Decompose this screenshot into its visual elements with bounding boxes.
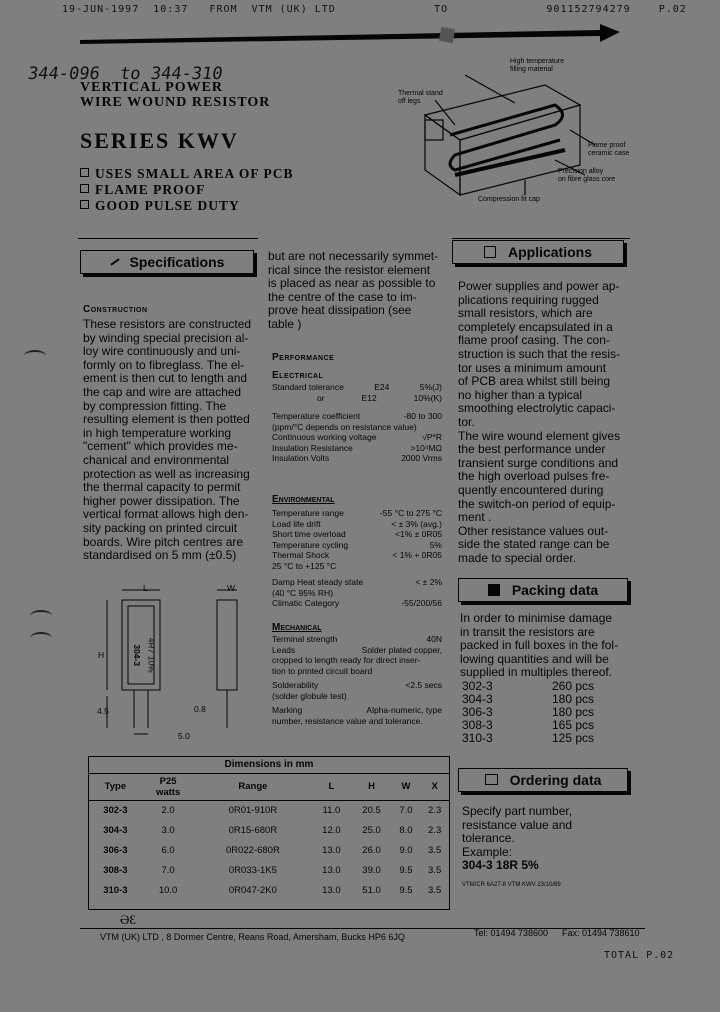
label-standoff: Thermal stand off legs [398, 90, 443, 105]
dimensions-table [89, 774, 449, 900]
applications-text: Power supplies and power ap- plications requiring rugged small resistors, which are completely encapsulated in a flame proof casing. The con- struction is such that the resis- tor uses a minimum amount of PCB area whilst still being no higher than a typical smoothing electrolytic capaci- tor. The wire wound element gives the best performance under transient surge conditions and the high overload pulses fre- quently encountered during the switch-on period of equip- ment . Other resistance values out- side the stated range can be made to special order. [458, 279, 621, 565]
col-header: Range [238, 781, 268, 793]
certification-logo: ƏƐ [120, 912, 136, 927]
spec-row: Insulation Volts 2000 Vrms [272, 453, 442, 463]
environmental-title: Environmental [272, 494, 335, 505]
footer-fax: Fax: 01494 738610 [562, 928, 640, 938]
table-row: 310-3 10.0 0R047-2K0 13.0 51.0 9.5 3.5 [103, 884, 442, 896]
footer-address: VTM (UK) LTD , 8 Dormer Centre, Reans Road, Amersham, Bucks HP6 6JQ [100, 932, 405, 942]
series-title: SERIES KWV [80, 128, 239, 153]
packing-list [462, 680, 612, 745]
spec-row: (ppm/°C depends on resistance value) [272, 421, 417, 432]
col-header: W [401, 781, 411, 793]
spec-row: Damp Heat steady state < ± 2% [272, 577, 442, 587]
electrical-title: Electrical [272, 370, 324, 381]
checkbox-icon [484, 246, 496, 258]
spec-row: cropped to length ready for direct inser- [272, 655, 421, 665]
spec-row: Thermal Shock < 1% + 0R05 [272, 550, 442, 560]
spec-row: or E12 10%(K) [317, 392, 442, 403]
dimensions-caption: Dimensions in mm [89, 757, 449, 774]
resistor-cutaway-diagram [395, 55, 635, 215]
handwritten-part-range: 344-096 to 344-310 [26, 64, 224, 84]
dim-pitch-label: 5.0 [178, 731, 190, 741]
checkbox-icon [80, 168, 89, 177]
list-item: 304-3 180 pcs [462, 692, 595, 706]
fax-header: 19-JUN-1997 10:37 FROM VTM (UK) LTD TO 901152794279 P.02 [62, 4, 687, 15]
spec-row: Temperature coefficient -80 to 300 [272, 411, 442, 421]
dim-W-label: W [227, 583, 236, 593]
packing-header: Packing data [458, 578, 628, 602]
electrical-list [272, 382, 442, 464]
title-line-2: WIRE WOUND RESISTOR [80, 95, 271, 110]
feature-item: GOOD PULSE DUTY [80, 198, 294, 214]
document-icon [485, 774, 498, 785]
body-marking-2: 4R7 10% [146, 637, 157, 673]
dim-lead-label: 4.5 [97, 706, 109, 716]
packing-text: In order to minimise damage in transit the resistors are packed in full boxes in the fol- lowing quantities and will be supplied in multiples thereof. [460, 611, 619, 680]
footer-tel: Tel: 01494 738600 [474, 928, 549, 938]
dimensions-table-frame [88, 756, 450, 910]
dim-H-label: H [98, 650, 105, 660]
spec-row: Continuous working voltage √P*R [272, 432, 442, 442]
construction-continued: but are not necessarily symmet- rical since the resistor element is placed as near as possible to the centre of the case to im- prove heat dissipation (see table ) [268, 249, 439, 331]
spec-row: 25 °C to +125 °C [272, 560, 337, 571]
col-header: X [431, 781, 438, 793]
checkbox-icon [80, 184, 89, 193]
feature-item: USES SMALL AREA OF PCB [80, 166, 294, 182]
body-marking-1: 304-3 [132, 644, 143, 667]
specifications-header: Specifications [80, 250, 254, 274]
feature-item: FLAME PROOF [80, 182, 294, 198]
list-item: 302-3 260 pcs [462, 679, 595, 693]
spec-row: Standard tolerance E24 5%(J) [272, 382, 442, 392]
spec-row: Marking Alpha-numeric, type [272, 705, 442, 715]
punch-mark [30, 610, 52, 622]
spec-row: Load life drift < ± 3% (avg.) [272, 518, 442, 529]
package-icon [488, 584, 500, 596]
reference-code: VTM/CR 6A27-8 VTM KWV 23/10/89 [462, 882, 561, 888]
dim-L-label: L [143, 583, 148, 593]
col-header: P25 watts [155, 775, 181, 798]
environmental-list [272, 508, 442, 609]
ordering-example: 304-3 18R 5% [462, 858, 539, 873]
divider [78, 238, 258, 239]
col-header: H [368, 781, 375, 793]
checkbox-icon [80, 200, 89, 209]
col-header: Type [104, 781, 127, 793]
ordering-text: Specify part number, resistance value and tolerance. Example: 304-3 18R 5% [462, 805, 632, 873]
list-item: 308-3 165 pcs [462, 718, 595, 732]
spec-row: Short time overload <1% ± 0R05 [272, 529, 442, 539]
spec-row: tion to printed circuit board [272, 665, 373, 676]
spec-row: Insulation Resistance >10⁴MΩ [272, 442, 442, 453]
spec-row: Temperature cycling 5% [272, 539, 442, 550]
spec-row: Terminal strength 40N [272, 634, 442, 644]
label-case: Flame proof ceramic case [588, 142, 630, 157]
list-item: 306-3 180 pcs [462, 705, 595, 719]
mechanical-list [272, 634, 442, 726]
ordering-header: Ordering data [458, 768, 628, 792]
table-row: 306-3 6.0 0R022-680R 13.0 26.0 9.0 3.5 [103, 844, 442, 856]
label-alloy: Precision alloy on fibre glass core [558, 168, 616, 183]
spec-row: Climatic Category -55/200/56 [272, 598, 442, 608]
table-row: 308-3 7.0 0R033-1K5 13.0 39.0 9.5 3.5 [103, 864, 442, 876]
dimension-drawing [92, 578, 262, 748]
spec-row: Temperature range -55 °C to 275 °C [272, 508, 442, 518]
feature-list [80, 166, 294, 214]
table-row: 302-3 2.0 0R01-910R 11.0 20.5 7.0 2.3 [103, 804, 442, 816]
spec-row: Leads Solder plated copper, [272, 644, 442, 655]
mechanical-title: Mechanical [272, 622, 322, 633]
spec-row: (solder globule test) [272, 690, 347, 701]
footer-divider [80, 928, 645, 929]
punch-mark [30, 632, 52, 644]
construction-text: These resistors are constructed by winding special precision al- loy wire continuously and uni- formly on to fibreglass. The el- ement is then cut to length and the cap and wire are attached by compression fitting. The resulting element is then potted in high temperature working "cement" which provides me- chanical and environmental protection as well as increasing the thermal capacity to permit higher power dissipation. The vertical format allows high den- sity packing on printed circuit boards. Wire pitch centres are standardised on 5 mm (±0.5) [83, 317, 252, 563]
spec-row: Solderability <2.5 secs [272, 680, 442, 690]
divider [452, 238, 630, 239]
punch-mark [24, 350, 46, 362]
construction-title: Construction [83, 304, 148, 315]
spec-row: number, resistance value and tolerance. [272, 715, 423, 726]
spec-row: (40 °C 95% RH) [272, 587, 334, 598]
col-header: L [328, 781, 335, 793]
pencil-icon [110, 258, 119, 265]
header-arrow-icon [80, 18, 620, 52]
label-fit-cap: Compression fit cap [478, 196, 540, 203]
title-line-1: VERTICAL POWER [80, 80, 224, 95]
performance-title: Performance [272, 352, 335, 363]
applications-header: Applications [452, 240, 624, 264]
label-filling: High temperature filling material [510, 58, 565, 73]
list-item: 310-3 125 pcs [462, 731, 595, 745]
table-row: 304-3 3.0 0R15-680R 12.0 25.0 8.0 2.3 [103, 824, 442, 836]
fax-footer: TOTAL P.02 [604, 950, 675, 961]
dim-wire-label: 0.8 [194, 704, 206, 714]
